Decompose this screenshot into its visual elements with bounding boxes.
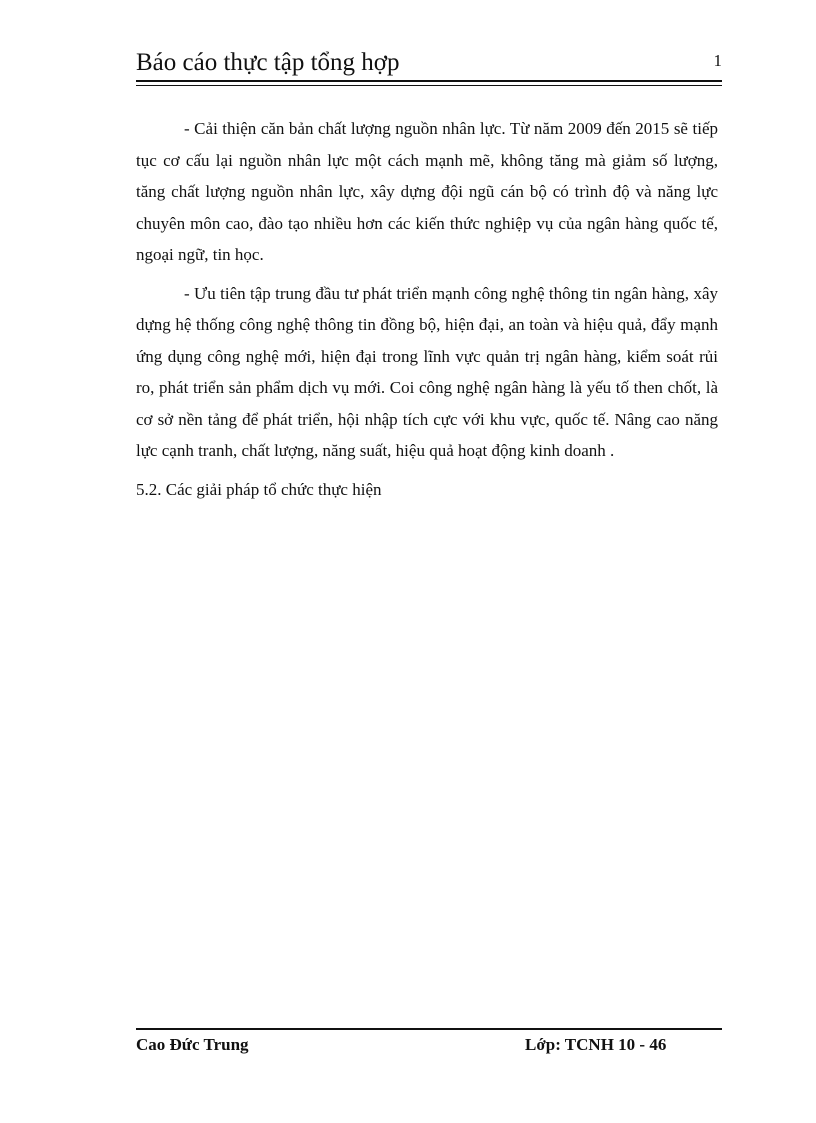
page-header xyxy=(136,44,722,80)
report-title: Báo cáo thực tập tổng hợp xyxy=(136,49,400,76)
page-number: 1 xyxy=(713,51,722,70)
header-rule-thin xyxy=(136,85,722,86)
section-heading: 5.2. Các giải pháp tổ chức thực hiện xyxy=(136,479,382,499)
page-body xyxy=(136,113,718,505)
paragraph-human-resources: - Cải thiện căn bản chất lượng nguồn nhân lực. Từ năm 2009 đến 2015 sẽ tiếp tục cơ cấu lại nguồn nhân lực một cách mạnh mẽ, không tăng mà giảm số lượng, tăng chất lượng nguồn nhân lực, xây dựng đội ngũ cán bộ có trình độ và năng lực chuyên môn cao, đào tạo nhiều hơn các kiến thức nghiệp vụ của ngân hàng quốc tế, ngoại ngữ, tin học. xyxy=(136,119,718,264)
footer-rule xyxy=(136,1028,722,1030)
footer-class: Lớp: TCNH 10 - 46 xyxy=(525,1035,667,1054)
header-rule-thick xyxy=(136,80,722,82)
paragraph-technology: - Ưu tiên tập trung đầu tư phát triển mạnh công nghệ thông tin ngân hàng, xây dựng hệ thống công nghệ thông tin đồng bộ, hiện đại, an toàn và hiệu quả, đẩy mạnh ứng dụng công nghệ mới, hiện đại trong lĩnh vực quản trị ngân hàng, kiểm soát rủi ro, phát triển sản phẩm dịch vụ mới. Coi công nghệ ngân hàng là yếu tố then chốt, là cơ sở nền tảng để phát triển, hội nhập tích cực với khu vực, quốc tế. Nâng cao năng lực cạnh tranh, chất lượng, năng suất, hiệu quả hoạt động kinh doanh . xyxy=(136,283,718,460)
footer-author: Cao Đức Trung xyxy=(136,1035,249,1054)
